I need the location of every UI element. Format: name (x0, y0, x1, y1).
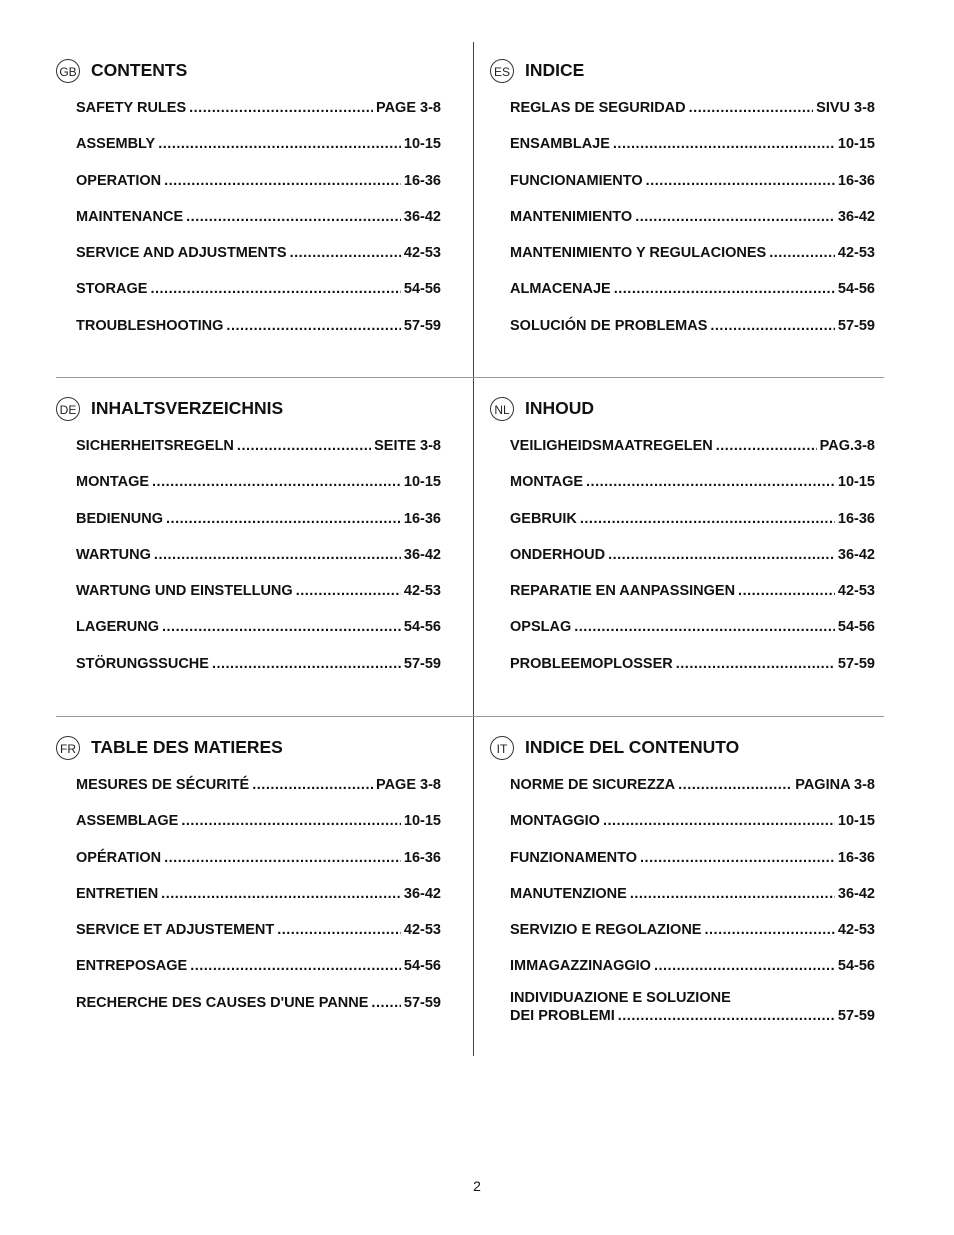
section-header (56, 397, 436, 423)
entry-label: SOLUCIÓN DE PROBLEMAS (510, 317, 708, 334)
row-divider-2 (56, 716, 884, 717)
dot-leader (189, 99, 373, 117)
toc-entry (76, 655, 441, 691)
toc-entry (510, 655, 875, 691)
dot-leader (704, 921, 834, 939)
entry-label: REPARATIE EN AANPASSINGEN (510, 583, 736, 600)
entry-page: 10-15 (403, 136, 441, 153)
entry-line (510, 885, 875, 903)
section-header (490, 397, 870, 423)
entry-line (76, 135, 441, 153)
entry-line (76, 473, 441, 491)
toc-entry (510, 172, 875, 208)
dot-leader (608, 546, 835, 564)
entry-label: WARTUNG UND EINSTELLUNG (76, 583, 293, 600)
dot-leader (162, 618, 401, 636)
entry-line (76, 655, 441, 673)
entry-line (510, 208, 875, 226)
entry-line (510, 135, 875, 153)
dot-leader (161, 885, 401, 903)
section-header (490, 736, 870, 762)
entry-page: 42-53 (837, 922, 875, 939)
dot-leader (186, 208, 401, 226)
dot-leader (166, 510, 401, 528)
entry-page: 36-42 (837, 208, 875, 225)
entry-page: 54-56 (837, 281, 875, 298)
dot-leader (150, 280, 400, 298)
toc-entry (76, 957, 441, 993)
entry-label: OPERATION (76, 172, 162, 189)
entry-label: SERVIZIO E REGOLAZIONE (510, 922, 702, 939)
toc-entry (510, 618, 875, 654)
dot-leader (646, 172, 835, 190)
entry-page: 57-59 (403, 655, 441, 672)
dot-leader (678, 776, 792, 794)
toc-entry (510, 437, 875, 473)
entry-page: SEITE 3-8 (374, 438, 441, 454)
entry-page: 10-15 (837, 136, 875, 153)
entry-page: PAG.3-8 (819, 438, 875, 454)
toc-entry (76, 994, 441, 1030)
toc-entry (76, 582, 441, 618)
toc-entry (510, 546, 875, 582)
toc-entry (76, 280, 441, 316)
entry-page: PAGE 3-8 (375, 777, 441, 793)
toc-entry (76, 317, 441, 353)
toc-entry (510, 582, 875, 618)
entry-page: SIVU 3-8 (816, 100, 875, 116)
entry-label: VEILIGHEIDSMAATREGELEN (510, 438, 713, 454)
toc-entry (76, 885, 441, 921)
entry-line (76, 437, 441, 455)
entry-label: OPÉRATION (76, 849, 162, 866)
entry-line (510, 473, 875, 491)
entry-page: 10-15 (837, 474, 875, 491)
entry-label: STORAGE (76, 281, 148, 298)
language-badge: DE (56, 397, 80, 421)
section-title: TABLE DES MATIERES (91, 737, 283, 757)
entry-line (76, 510, 441, 528)
entry-label: MONTAGGIO (510, 813, 600, 830)
dot-leader (371, 994, 400, 1012)
entry-page: 57-59 (837, 655, 875, 672)
language-badge: FR (56, 736, 80, 760)
language-badge: ES (490, 59, 514, 83)
entry-label: FUNZIONAMENTO (510, 849, 638, 866)
entry-page: 10-15 (403, 813, 441, 830)
language-badge: GB (56, 59, 80, 83)
dot-leader (635, 208, 835, 226)
section-header (56, 59, 436, 85)
toc-entry (510, 99, 875, 135)
toc-entries (510, 99, 875, 353)
entry-line (76, 317, 441, 335)
entry-line (510, 172, 875, 190)
entry-line (510, 244, 875, 262)
dot-leader (237, 437, 371, 455)
entry-line (76, 849, 441, 867)
toc-entry (510, 208, 875, 244)
entry-page: PAGE 3-8 (375, 100, 441, 116)
entry-label: ONDERHOUD (510, 546, 606, 563)
entry-line (76, 921, 441, 939)
entry-page: PAGINA 3-8 (795, 777, 875, 793)
dot-leader (152, 473, 401, 491)
entry-label: GEBRUIK (510, 510, 577, 527)
entry-label: MANTENIMIENTO Y REGULACIONES (510, 245, 767, 262)
entry-line (76, 99, 441, 117)
entry-label: BEDIENUNG (76, 510, 164, 527)
entry-line (76, 957, 441, 975)
entry-page: 54-56 (837, 958, 875, 975)
dot-leader (164, 172, 401, 190)
entry-line (510, 921, 875, 939)
dot-leader (614, 280, 835, 298)
toc-entries (76, 99, 441, 353)
entry-line (76, 776, 441, 794)
toc-entry (510, 776, 875, 812)
dot-leader (689, 99, 814, 117)
entry-label-line1: INDIVIDUAZIONE E SOLUZIONE (510, 989, 731, 1006)
entry-label: STÖRUNGSSUCHE (76, 655, 209, 672)
entry-line (510, 812, 875, 830)
dot-leader (277, 921, 401, 939)
toc-entry (510, 317, 875, 353)
entry-label: MONTAGE (510, 474, 584, 491)
toc-entries (510, 776, 875, 1025)
toc-entry (510, 510, 875, 546)
toc-entry (76, 135, 441, 171)
toc-entry (76, 921, 441, 957)
entry-line (76, 618, 441, 636)
entry-line (76, 546, 441, 564)
entry-page: 16-36 (837, 849, 875, 866)
toc-section-fr (56, 736, 441, 1011)
section-title: INDICE DEL CONTENUTO (525, 737, 740, 757)
dot-leader (618, 1007, 835, 1025)
toc-entry (76, 618, 441, 654)
section-title: CONTENTS (91, 60, 188, 80)
entry-page: 57-59 (837, 317, 875, 334)
dot-leader (586, 473, 835, 491)
entry-label: OPSLAG (510, 619, 572, 636)
entry-label: ENTRETIEN (76, 885, 159, 902)
toc-entry (510, 244, 875, 280)
entry-line (76, 208, 441, 226)
entry-label: WARTUNG (76, 546, 151, 563)
dot-leader (580, 510, 835, 528)
toc-section-gb (56, 59, 441, 334)
toc-section-it (490, 736, 875, 1024)
entry-page: 57-59 (837, 1007, 875, 1024)
entry-page: 42-53 (837, 583, 875, 600)
entry-line (510, 582, 875, 600)
entry-line (76, 812, 441, 830)
toc-entry (76, 546, 441, 582)
section-title: INHOUD (525, 398, 595, 418)
entry-label: SERVICE AND ADJUSTMENTS (76, 245, 287, 262)
entry-page: 16-36 (403, 172, 441, 189)
toc-section-de (56, 397, 441, 672)
dot-leader (676, 655, 835, 673)
entry-label: NORME DE SICUREZZA (510, 777, 676, 793)
dot-leader (640, 849, 835, 867)
entry-page: 57-59 (403, 317, 441, 334)
language-badge: IT (490, 736, 514, 760)
entry-label: MANTENIMIENTO (510, 208, 633, 225)
entry-label: RECHERCHE DES CAUSES D'UNE PANNE (76, 994, 369, 1011)
dot-leader (738, 582, 835, 600)
entry-page: 54-56 (837, 619, 875, 636)
dot-leader (252, 776, 373, 794)
dot-leader (212, 655, 401, 673)
section-title: INHALTSVERZEICHNIS (91, 398, 284, 418)
entry-page: 36-42 (403, 885, 441, 902)
entry-page: 16-36 (403, 510, 441, 527)
dot-leader (630, 885, 835, 903)
toc-entries (76, 437, 441, 691)
entry-label: ASSEMBLAGE (76, 813, 179, 830)
entry-line (510, 849, 875, 867)
entry-line (76, 582, 441, 600)
entry-line (76, 244, 441, 262)
entry-page: 42-53 (403, 583, 441, 600)
dot-leader (296, 582, 401, 600)
dot-leader (164, 849, 401, 867)
entry-page: 16-36 (837, 510, 875, 527)
entry-page: 42-53 (403, 245, 441, 262)
toc-entries (76, 776, 441, 1030)
dot-leader (190, 957, 401, 975)
entry-label: ENSAMBLAJE (510, 136, 610, 153)
dot-leader (654, 957, 835, 975)
entry-label: MANUTENZIONE (510, 885, 627, 902)
dot-leader (769, 244, 835, 262)
toc-entry (76, 172, 441, 208)
toc-entry (76, 812, 441, 848)
toc-entry (510, 849, 875, 885)
entry-line (76, 885, 441, 903)
entry-page: 42-53 (837, 245, 875, 262)
dot-leader (716, 437, 817, 455)
entry-label: SICHERHEITSREGELN (76, 438, 234, 454)
dot-leader (574, 618, 835, 636)
toc-entry (76, 99, 441, 135)
column-divider (473, 42, 474, 1056)
toc-entry (510, 885, 875, 921)
toc-entry (76, 510, 441, 546)
toc-entry (76, 437, 441, 473)
entry-page: 42-53 (403, 922, 441, 939)
entry-label: DEI PROBLEMI (510, 1007, 615, 1024)
entry-label: ENTREPOSAGE (76, 958, 188, 975)
entry-page: 57-59 (403, 994, 441, 1011)
toc-entry (76, 208, 441, 244)
entry-label: PROBLEEMOPLOSSER (510, 655, 673, 672)
entry-page: 36-42 (403, 208, 441, 225)
section-header (490, 59, 870, 85)
entry-line (510, 510, 875, 528)
toc-entry (510, 812, 875, 848)
entry-line (510, 1007, 875, 1025)
entry-page: 54-56 (403, 958, 441, 975)
dot-leader (181, 812, 401, 830)
entry-page: 16-36 (837, 172, 875, 189)
dot-leader (613, 135, 835, 153)
entry-line (510, 776, 875, 794)
toc-section-es (490, 59, 875, 334)
toc-entry (76, 244, 441, 280)
entry-page: 10-15 (837, 813, 875, 830)
entry-label: MAINTENANCE (76, 208, 184, 225)
entry-label: FUNCIONAMIENTO (510, 172, 643, 189)
toc-entry (510, 280, 875, 316)
toc-entry (510, 989, 875, 1025)
entry-label: IMMAGAZZINAGGIO (510, 958, 651, 975)
entry-line (510, 280, 875, 298)
toc-entry (76, 473, 441, 509)
toc-entry (510, 473, 875, 509)
entry-page: 36-42 (837, 885, 875, 902)
entry-line (510, 655, 875, 673)
entry-page: 36-42 (403, 546, 441, 563)
section-title: INDICE (525, 60, 585, 80)
toc-entry (510, 135, 875, 171)
entry-page: 36-42 (837, 546, 875, 563)
page-number: 2 (473, 1178, 481, 1194)
toc-entry (510, 921, 875, 957)
entry-line (510, 957, 875, 975)
entry-page: 10-15 (403, 474, 441, 491)
entry-line (76, 994, 441, 1012)
entry-page: 54-56 (403, 619, 441, 636)
entry-label: SERVICE ET ADJUSTEMENT (76, 922, 275, 939)
toc-entry (76, 776, 441, 812)
dot-leader (154, 546, 401, 564)
entry-line (76, 280, 441, 298)
entry-line (510, 317, 875, 335)
entry-label: MONTAGE (76, 474, 150, 491)
language-badge: NL (490, 397, 514, 421)
entry-label: LAGERUNG (76, 619, 159, 636)
entry-label: ALMACENAJE (510, 281, 611, 298)
toc-entries (510, 437, 875, 691)
entry-line (510, 437, 875, 455)
toc-entry (76, 849, 441, 885)
entry-line (510, 618, 875, 636)
entry-label: REGLAS DE SEGURIDAD (510, 100, 686, 116)
entry-line (510, 546, 875, 564)
toc-section-nl (490, 397, 875, 672)
entry-page: 54-56 (403, 281, 441, 298)
dot-leader (226, 317, 400, 335)
dot-leader (158, 135, 401, 153)
entry-label: ASSEMBLY (76, 136, 156, 153)
dot-leader (710, 317, 835, 335)
entry-line (76, 172, 441, 190)
entry-label: SAFETY RULES (76, 100, 187, 116)
dot-leader (603, 812, 835, 830)
entry-label: MESURES DE SÉCURITÉ (76, 777, 250, 793)
row-divider-1 (56, 377, 884, 378)
section-header (56, 736, 436, 762)
dot-leader (290, 244, 401, 262)
entry-label: TROUBLESHOOTING (76, 317, 224, 334)
entry-line (510, 99, 875, 117)
entry-page: 16-36 (403, 849, 441, 866)
